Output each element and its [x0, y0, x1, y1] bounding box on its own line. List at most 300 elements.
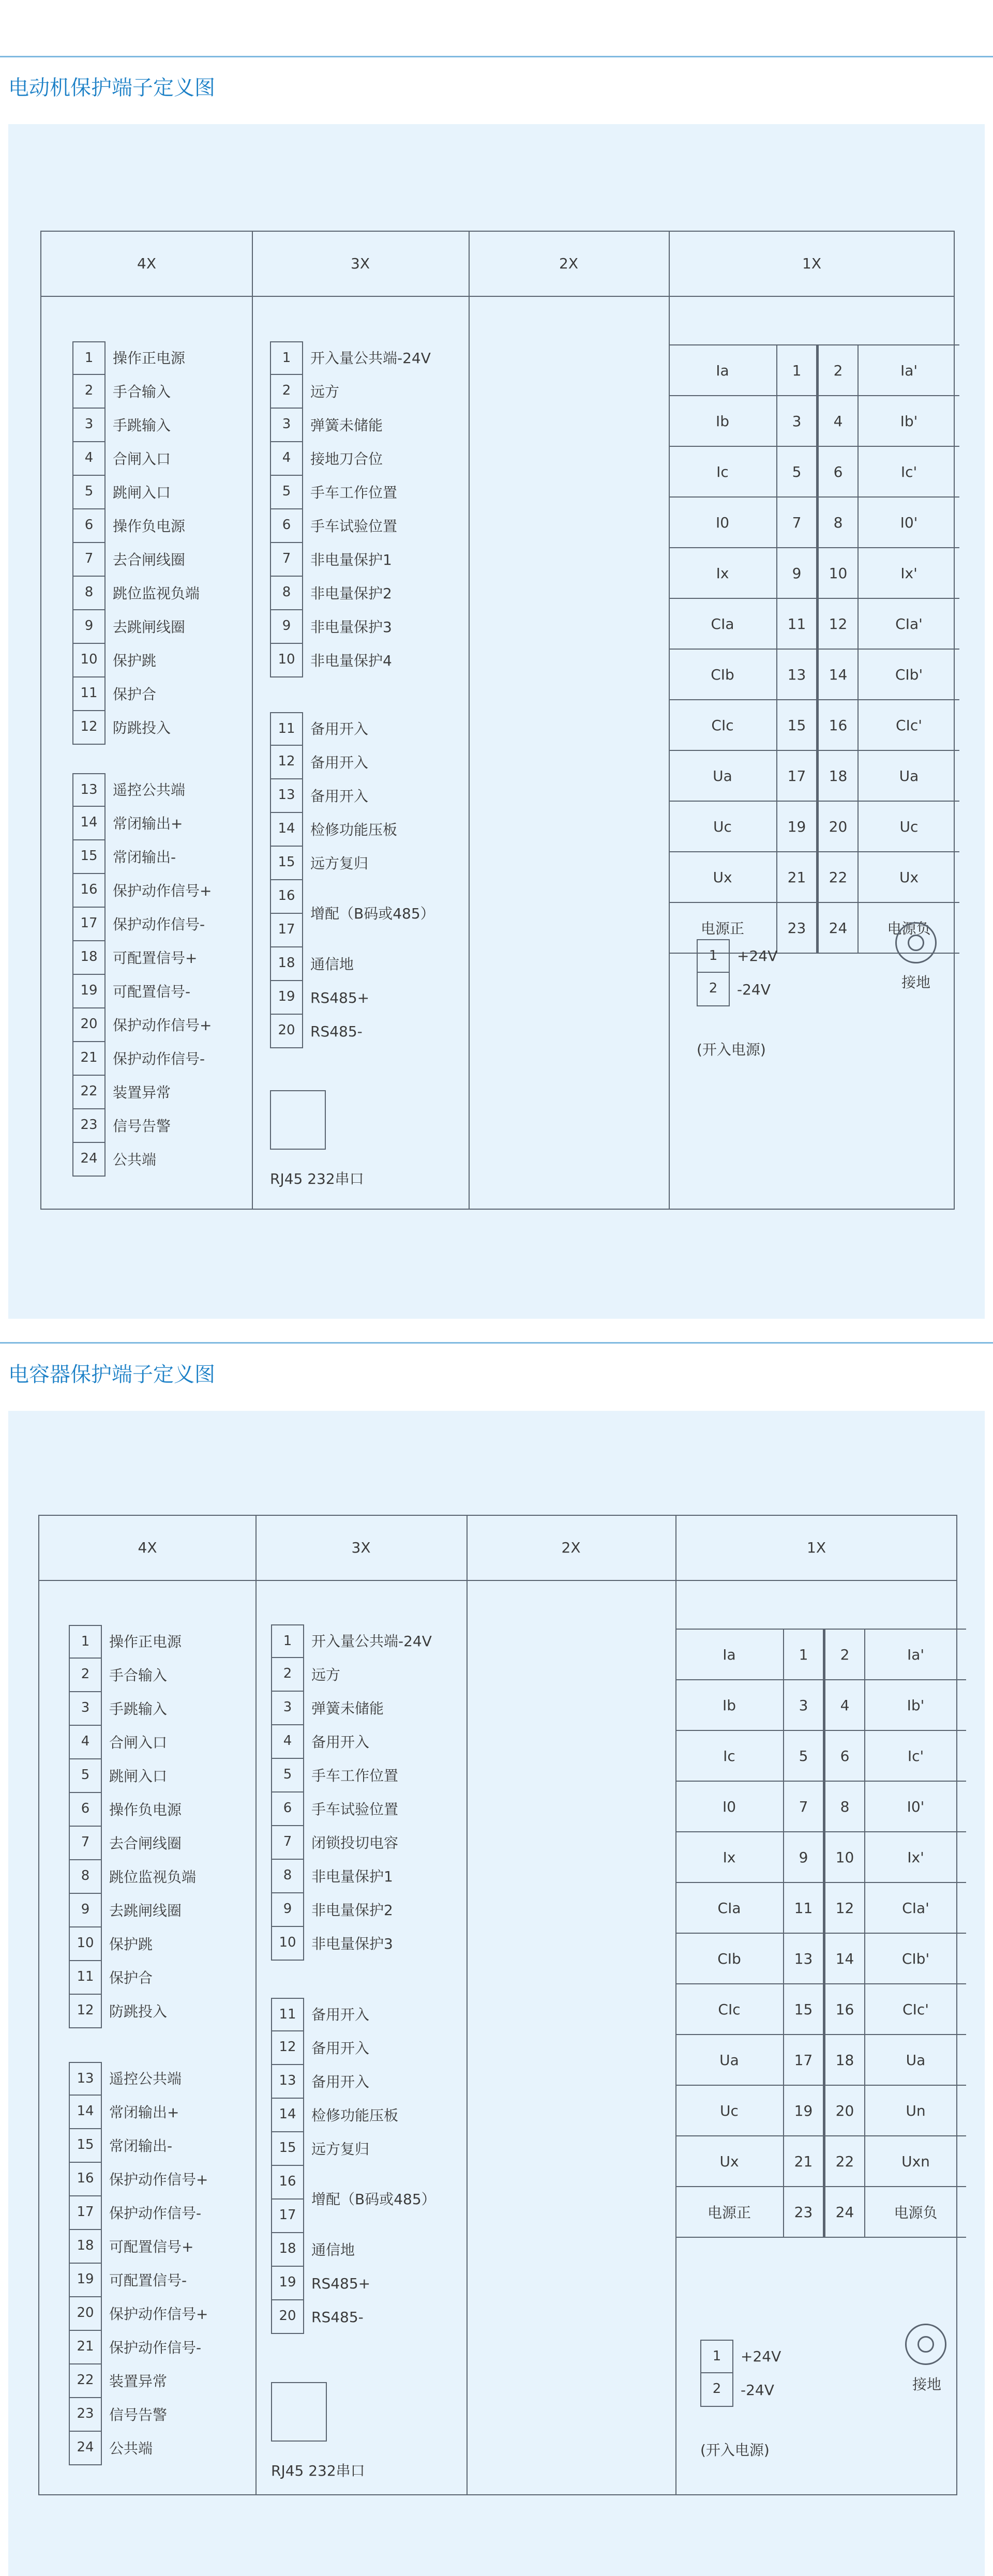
terminal-number: 13	[69, 2062, 102, 2096]
terminal-number-cell: 8	[818, 497, 859, 548]
terminal-label: 手合输入	[109, 1667, 168, 1684]
terminal-row	[270, 341, 539, 375]
terminal-number: 13	[270, 779, 303, 813]
current-voltage-table	[675, 1629, 966, 2238]
terminal-number-cell: 1	[777, 345, 818, 396]
terminal-number: 10	[270, 644, 303, 677]
signal-cell: Ix'	[865, 1832, 966, 1882]
terminal-row	[271, 1860, 540, 1893]
table-row	[675, 2187, 966, 2237]
terminal-number: 18	[270, 947, 303, 981]
section-top-rule	[0, 1342, 993, 1344]
table-row	[669, 497, 959, 548]
terminal-number-cell: 21	[784, 2136, 824, 2187]
terminal-label: 检修功能压板	[311, 2107, 399, 2124]
signal-cell: Ib'	[858, 396, 959, 446]
terminal-number: 15	[270, 847, 303, 880]
signal-cell: CIa'	[865, 1882, 966, 1933]
terminal-label: RS485+	[310, 989, 370, 1006]
signal-cell: Uxn	[865, 2136, 966, 2187]
terminal-number-cell: 16	[824, 1984, 865, 2035]
terminal-label: 备用开入	[311, 2006, 370, 2023]
terminal-number-cell: 4	[818, 396, 859, 446]
terminal-row	[69, 2331, 338, 2364]
terminal-number-cell: 20	[824, 2085, 865, 2136]
terminal-label: 保护动作信号-	[113, 1050, 205, 1067]
terminal-number: 17	[270, 914, 303, 947]
signal-cell: Ia	[675, 1629, 784, 1680]
terminal-row	[270, 409, 539, 442]
terminal-label: 开入量公共端-24V	[310, 350, 431, 367]
signal-cell: Un	[865, 2085, 966, 2136]
terminal-label: 保护跳	[109, 1936, 153, 1953]
terminal-number-cell: 1	[784, 1629, 824, 1680]
terminal-label: 保护动作信号+	[109, 2171, 208, 2188]
terminal-number: 5	[271, 1759, 304, 1792]
terminal-label: 操作正电源	[113, 350, 186, 367]
terminal-label: 非电量保护3	[311, 1935, 393, 1952]
terminal-label: 可配置信号+	[113, 950, 198, 967]
terminal-number: 8	[271, 1860, 304, 1893]
table-row	[675, 1781, 966, 1832]
terminal-number: 6	[271, 1792, 304, 1826]
terminal-number: 12	[72, 711, 106, 745]
terminal-label: 信号告警	[113, 1118, 171, 1135]
signal-cell: CIa	[675, 1882, 784, 1933]
terminal-label: 防跳投入	[113, 719, 171, 736]
table-row	[669, 345, 959, 396]
terminal-number: 2	[72, 375, 106, 409]
terminal-row	[270, 779, 539, 813]
terminal-number: 2	[270, 375, 303, 409]
terminal-number: 23	[69, 2398, 102, 2432]
terminal-label: 操作负电源	[109, 1801, 182, 1818]
terminal-number-cell: 5	[777, 446, 818, 497]
signal-cell: I0	[675, 1781, 784, 1832]
terminal-diagram	[38, 1515, 957, 2495]
terminal-number: 3	[271, 1692, 304, 1725]
terminal-number: 14	[69, 2096, 102, 2129]
terminal-number: 2	[271, 1658, 304, 1692]
ground-label: 接地	[912, 2376, 942, 2393]
terminal-number: 1	[697, 939, 730, 973]
terminal-number: 21	[69, 2331, 102, 2364]
terminal-number-cell: 19	[777, 801, 818, 852]
signal-cell: Ib	[669, 396, 777, 446]
terminal-number-cell: 2	[824, 1629, 865, 1680]
terminal-label: 远方	[311, 1666, 341, 1683]
terminal-number: 6	[69, 1793, 102, 1827]
terminal-number-cell: 23	[784, 2187, 824, 2237]
terminal-number-cell: 5	[784, 1730, 824, 1781]
terminal-label: 手车工作位置	[310, 484, 398, 501]
signal-cell: Ia'	[865, 1629, 966, 1680]
terminal-number: 23	[72, 1109, 106, 1143]
terminal-label: +24V	[737, 947, 778, 965]
terminal-label: 操作正电源	[109, 1633, 182, 1650]
rj45-port	[270, 1090, 326, 1150]
terminal-label: 闭锁投切电容	[311, 1834, 399, 1851]
terminal-number: 6	[72, 509, 106, 543]
column-header-2x: 2X	[561, 1539, 581, 1556]
terminal-label: 弹簧未储能	[311, 1700, 384, 1717]
table-row	[675, 1629, 966, 1680]
terminal-number: 4	[271, 1725, 304, 1759]
terminal-number: 2	[700, 2373, 733, 2407]
column-header-1x: 1X	[807, 1539, 826, 1556]
terminal-number: 11	[270, 712, 303, 746]
signal-cell: CIc'	[858, 700, 959, 750]
rj45-port	[271, 2382, 327, 2442]
ground-icon	[895, 922, 937, 963]
terminal-label: 去跳闸线圈	[113, 619, 186, 636]
terminal-row	[270, 1015, 539, 1048]
terminal-number-cell: 15	[784, 1984, 824, 2035]
terminal-number-cell: 7	[784, 1781, 824, 1832]
terminal-number: 24	[72, 1143, 106, 1177]
terminal-label: 保护合	[113, 686, 157, 703]
terminal-label: 公共端	[109, 2440, 153, 2457]
terminal-number-cell: 12	[818, 598, 859, 649]
terminal-label: 远方复归	[311, 2141, 370, 2158]
terminal-row	[271, 1624, 540, 1658]
terminal-number-cell: 24	[824, 2187, 865, 2237]
terminal-row	[270, 813, 539, 847]
terminal-row	[270, 476, 539, 509]
terminal-row	[271, 1792, 540, 1826]
terminal-number: 19	[72, 975, 106, 1008]
terminal-number: 20	[72, 1008, 106, 1042]
signal-cell: CIb	[675, 1933, 784, 1984]
terminal-row	[270, 610, 539, 644]
terminal-number: 5	[270, 476, 303, 509]
terminal-number-cell: 6	[824, 1730, 865, 1781]
terminal-label: 保护动作信号-	[113, 916, 205, 933]
terminal-label: 去合闸线圈	[109, 1835, 182, 1852]
terminal-label: 非电量保护3	[310, 619, 392, 636]
terminal-label: 备用开入	[310, 788, 369, 805]
terminal-number-cell: 2	[818, 345, 859, 396]
terminal-number: 22	[72, 1076, 106, 1109]
terminal-number: 9	[72, 610, 106, 644]
terminal-number-cell: 3	[777, 396, 818, 446]
terminal-label: 远方复归	[310, 855, 369, 872]
signal-cell: 电源正	[675, 2187, 784, 2237]
terminal-number-cell: 17	[777, 750, 818, 801]
terminal-number-cell: 23	[777, 902, 818, 953]
terminal-number-cell: 19	[784, 2085, 824, 2136]
current-voltage-table	[669, 344, 959, 954]
terminal-number: 21	[72, 1042, 106, 1076]
signal-cell: CIb'	[865, 1933, 966, 1984]
terminal-number: 11	[72, 677, 106, 711]
terminal-label: 可配置信号+	[109, 2238, 194, 2255]
table-row	[669, 852, 959, 902]
signal-cell: Ic	[669, 446, 777, 497]
terminal-label: 备用开入	[311, 2040, 370, 2057]
terminal-label: 手跳输入	[109, 1700, 168, 1718]
terminal-number: 17	[69, 2196, 102, 2230]
terminal-row	[271, 2099, 540, 2132]
terminal-label: 合闸入口	[113, 450, 171, 468]
terminal-number: 10	[72, 644, 106, 677]
power-terminal-row	[700, 2373, 845, 2407]
terminal-label: 防跳投入	[109, 2003, 168, 2020]
table-row	[675, 1680, 966, 1730]
terminal-label: 去跳闸线圈	[109, 1902, 182, 1919]
terminal-number: 20	[271, 2300, 304, 2334]
terminal-row	[271, 1692, 540, 1725]
terminal-row	[271, 1725, 540, 1759]
terminal-number-cell: 10	[824, 1832, 865, 1882]
terminal-label: -24V	[737, 981, 771, 998]
terminal-label: 通信地	[311, 2241, 355, 2258]
terminal-number: 12	[271, 2031, 304, 2065]
terminal-number: 7	[69, 1827, 102, 1860]
diagram-panel	[8, 1411, 985, 2576]
terminal-number-cell: 13	[784, 1933, 824, 1984]
terminal-block-1x	[675, 1516, 957, 2494]
terminal-row	[270, 644, 539, 677]
terminal-number: 1	[270, 341, 303, 375]
terminal-number: 1	[700, 2340, 733, 2373]
terminal-number: 13	[271, 2065, 304, 2099]
section-title: 电动机保护端子定义图	[8, 76, 215, 100]
terminal-row	[69, 1961, 338, 1995]
terminal-row	[270, 442, 539, 476]
power-terminal-row	[697, 973, 841, 1006]
table-row	[675, 1832, 966, 1882]
terminal-number: 4	[270, 442, 303, 476]
terminal-number: 18	[72, 941, 106, 975]
terminal-label: 保护动作信号+	[109, 2306, 208, 2323]
terminal-number-cell: 20	[818, 801, 859, 852]
section-title: 电容器保护端子定义图	[8, 1363, 215, 1387]
signal-cell: Ux	[675, 2136, 784, 2187]
terminal-label: 常闭输出+	[109, 2104, 179, 2121]
power-terminal-row	[697, 939, 841, 973]
terminal-number: 10	[69, 1927, 102, 1961]
terminal-row	[270, 577, 539, 610]
terminal-row	[271, 1658, 540, 1692]
terminal-number: 1	[72, 341, 106, 375]
diagram-panel	[8, 124, 985, 1319]
table-row	[675, 2136, 966, 2187]
signal-cell: CIa'	[858, 598, 959, 649]
terminal-label: 远方	[310, 383, 340, 400]
terminal-number: 4	[72, 442, 106, 476]
terminal-number: 24	[69, 2432, 102, 2465]
table-row	[675, 2035, 966, 2085]
table-row	[669, 548, 959, 598]
terminal-number: 8	[270, 577, 303, 610]
terminal-label: 弹簧未储能	[310, 417, 383, 434]
terminal-number-cell: 21	[777, 852, 818, 902]
merged-terminal-label: 增配（B码或485）	[311, 2191, 436, 2208]
terminal-label: 非电量保护2	[311, 1902, 393, 1919]
terminal-number: 14	[72, 807, 106, 840]
power-note: (开入电源)	[697, 1041, 766, 1058]
signal-cell: Ic'	[865, 1730, 966, 1781]
terminal-number: 16	[270, 880, 303, 914]
rj45-label: RJ45 232串口	[271, 2462, 365, 2479]
terminal-label: 跳闸入口	[109, 1768, 168, 1785]
terminal-number: 16	[69, 2163, 102, 2196]
terminal-label: 操作负电源	[113, 518, 186, 535]
terminal-number: 20	[69, 2297, 102, 2331]
terminal-label: 保护合	[109, 1969, 153, 1986]
signal-cell: I0'	[858, 497, 959, 548]
terminal-number-cell: 4	[824, 1680, 865, 1730]
terminal-number: 3	[270, 409, 303, 442]
terminal-label: 可配置信号-	[113, 983, 191, 1000]
terminal-label: RS485-	[311, 2309, 364, 2326]
terminal-number-cell: 22	[818, 852, 859, 902]
table-row	[669, 396, 959, 446]
terminal-row	[270, 543, 539, 577]
terminal-row	[270, 712, 539, 746]
table-row	[669, 649, 959, 700]
terminal-label: 合闸入口	[109, 1734, 168, 1751]
terminal-number: 15	[271, 2132, 304, 2166]
terminal-row	[271, 1759, 540, 1792]
terminal-number: 16	[271, 2166, 304, 2200]
table-row	[675, 1730, 966, 1781]
terminal-row	[270, 746, 539, 779]
signal-cell: 电源负	[865, 2187, 966, 2237]
terminal-label: 跳闸入口	[113, 484, 171, 501]
table-row	[675, 2085, 966, 2136]
terminal-label: RS485+	[311, 2275, 371, 2292]
terminal-label: 非电量保护1	[310, 551, 392, 568]
terminal-row	[271, 1826, 540, 1860]
terminal-number: 12	[270, 746, 303, 779]
terminal-number: 18	[271, 2233, 304, 2267]
signal-cell: CIb'	[858, 649, 959, 700]
terminal-number-cell: 16	[818, 700, 859, 750]
signal-cell: Ua	[858, 750, 959, 801]
terminal-number-cell: 14	[818, 649, 859, 700]
signal-cell: 电源负	[858, 902, 959, 953]
signal-cell: I0	[669, 497, 777, 548]
power-terminal-row	[700, 2340, 845, 2373]
table-row	[669, 598, 959, 649]
signal-cell: Ua	[675, 2035, 784, 2085]
table-row	[675, 1933, 966, 1984]
column-header-4x: 4X	[138, 1539, 157, 1556]
terminal-number-cell: 11	[784, 1882, 824, 1933]
terminal-number: 7	[72, 543, 106, 577]
terminal-label: 保护动作信号-	[109, 2339, 202, 2356]
terminal-label: 备用开入	[310, 754, 369, 771]
column-header-1x: 1X	[802, 255, 821, 272]
terminal-number: 15	[72, 840, 106, 874]
terminal-row	[271, 1893, 540, 1927]
terminal-label: 保护动作信号+	[113, 882, 212, 899]
terminal-number-cell: 9	[784, 1832, 824, 1882]
terminal-label: 可配置信号-	[109, 2272, 187, 2289]
signal-cell: Uc	[675, 2085, 784, 2136]
terminal-row	[271, 1998, 540, 2031]
terminal-number-cell: 11	[777, 598, 818, 649]
signal-cell: I0'	[865, 1781, 966, 1832]
signal-cell: Ia'	[858, 345, 959, 396]
terminal-number-cell: 22	[824, 2136, 865, 2187]
terminal-label: 装置异常	[109, 2373, 168, 2390]
terminal-label: 常闭输出-	[109, 2137, 173, 2155]
terminal-row	[271, 2300, 540, 2334]
terminal-number: 14	[271, 2099, 304, 2132]
terminal-block-1x	[669, 232, 955, 1209]
signal-cell: Uc	[669, 801, 777, 852]
terminal-number: 10	[271, 1927, 304, 1961]
terminal-label: 开入量公共端-24V	[311, 1633, 432, 1650]
signal-cell: Ic	[675, 1730, 784, 1781]
signal-cell: Uc	[858, 801, 959, 852]
terminal-label: 常闭输出-	[113, 849, 176, 866]
terminal-label: 手车试验位置	[311, 1801, 399, 1818]
terminal-number: 2	[69, 1659, 102, 1692]
ground-icon	[905, 2324, 946, 2365]
terminal-label: 备用开入	[310, 720, 369, 737]
terminal-label: RS485-	[310, 1023, 363, 1040]
signal-cell: Ib	[675, 1680, 784, 1730]
terminal-number: 13	[72, 773, 106, 807]
signal-cell: 电源正	[669, 902, 777, 953]
terminal-row	[270, 947, 539, 981]
terminal-number: 5	[72, 476, 106, 509]
terminal-label: 常闭输出+	[113, 815, 183, 832]
terminal-number: 20	[270, 1015, 303, 1048]
terminal-label: 遥控公共端	[109, 2070, 182, 2087]
terminal-number-cell: 3	[784, 1680, 824, 1730]
terminal-number: 15	[69, 2129, 102, 2163]
signal-cell: Ic'	[858, 446, 959, 497]
merged-terminal-label: 增配（B码或485）	[310, 905, 435, 922]
terminal-label: 通信地	[310, 956, 354, 973]
terminal-number: 3	[69, 1692, 102, 1726]
terminal-row	[271, 2233, 540, 2267]
table-row	[669, 446, 959, 497]
terminal-number: 7	[270, 543, 303, 577]
terminal-number: 9	[271, 1893, 304, 1927]
terminal-row	[270, 981, 539, 1015]
signal-cell: CIc	[675, 1984, 784, 2035]
terminal-number: 19	[271, 2267, 304, 2300]
section-top-rule	[0, 56, 993, 57]
column-header-4x: 4X	[137, 255, 156, 272]
signal-cell: Ua	[669, 750, 777, 801]
terminal-label: 手车试验位置	[310, 518, 398, 535]
terminal-number-cell: 10	[818, 548, 859, 598]
terminal-number-cell: 18	[818, 750, 859, 801]
terminal-row	[271, 2031, 540, 2065]
terminal-number-cell: 18	[824, 2035, 865, 2085]
signal-cell: Ux	[858, 852, 959, 902]
terminal-number-cell: 6	[818, 446, 859, 497]
terminal-label: 跳位监视负端	[109, 1869, 197, 1886]
terminal-label: 保护动作信号-	[109, 2205, 202, 2222]
table-row	[675, 1984, 966, 2035]
terminal-number-cell: 13	[777, 649, 818, 700]
terminal-number-cell: 14	[824, 1933, 865, 1984]
terminal-number-cell: 8	[824, 1781, 865, 1832]
signal-cell: CIc'	[865, 1984, 966, 2035]
terminal-number: 9	[69, 1894, 102, 1927]
terminal-label: 公共端	[113, 1151, 157, 1168]
terminal-row	[271, 2132, 540, 2166]
terminal-row	[270, 509, 539, 543]
